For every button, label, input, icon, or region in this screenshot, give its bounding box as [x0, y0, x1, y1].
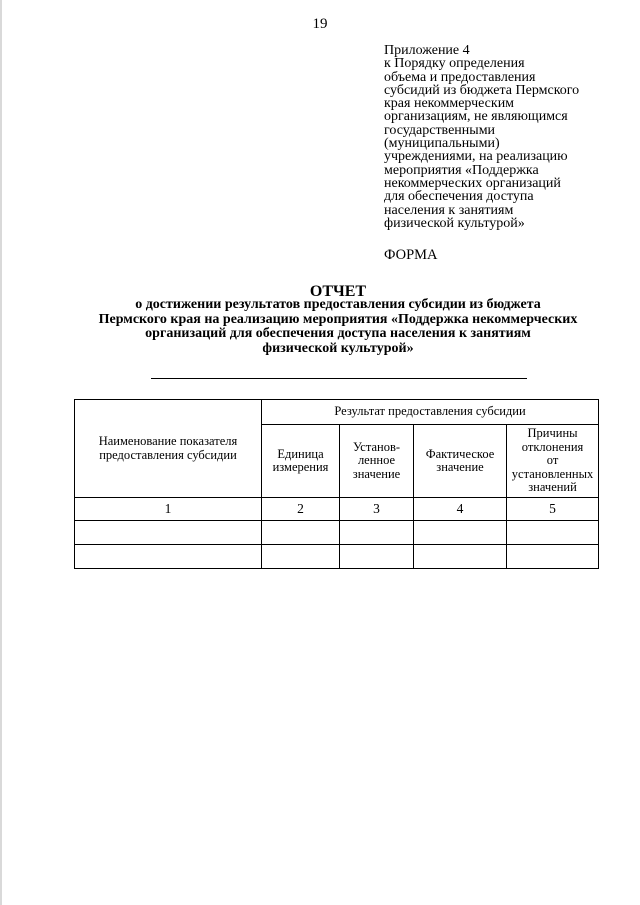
header-line: предоставления субсидии	[99, 447, 237, 462]
header-line: Единица	[277, 446, 324, 461]
appendix-line: (муниципальными)	[384, 136, 500, 152]
header-line: значений	[528, 480, 577, 495]
appendix-line: государственными	[384, 122, 496, 138]
appendix-line: мероприятия «Поддержка	[384, 162, 539, 178]
unit-header	[262, 425, 340, 498]
header-line: Фактическое	[425, 446, 495, 461]
appendix-line: края некоммерческим	[384, 96, 515, 112]
report-subtitle-line: о достижении результатов предоставления субсидии из бюджета	[135, 297, 541, 312]
deviation-reasons-header	[507, 425, 599, 498]
actual-value-header	[414, 425, 507, 498]
header-line: Наименование показателя	[98, 434, 238, 448]
table-cell	[507, 521, 599, 545]
report-subtitle-line: физической культурой»	[262, 340, 414, 356]
table-cell	[414, 545, 507, 569]
appendix-line: организациям, не являющимся	[384, 109, 568, 125]
planned-value-header	[340, 425, 414, 498]
report-title: ОТЧЕТ	[309, 283, 367, 300]
page-edge	[0, 0, 2, 905]
appendix-line: для обеспечения доступа	[384, 189, 534, 205]
appendix-line: объема и предоставления	[384, 69, 536, 85]
appendix-line: учреждениями, на реализацию	[384, 149, 568, 165]
page-number: 19	[312, 16, 328, 32]
table-cell	[340, 521, 414, 545]
appendix-line: к Порядку определения	[384, 56, 525, 72]
report-subtitle-line: организаций для обеспечения доступа населения к занятиям	[145, 326, 531, 341]
column-number: 2	[262, 498, 340, 521]
column-number: 3	[340, 498, 414, 521]
header-line: отклонения	[521, 439, 584, 454]
form-label: ФОРМА	[384, 247, 438, 263]
table-row	[75, 521, 599, 545]
table-cell	[262, 521, 340, 545]
column-number: 5	[507, 498, 599, 521]
header-line: значение	[352, 466, 401, 481]
table-cell	[340, 545, 414, 569]
appendix-line: субсидий из бюджета Пермского	[384, 82, 580, 98]
table-cell	[262, 545, 340, 569]
appendix-block	[384, 44, 624, 230]
header-line: Установ-	[352, 439, 401, 454]
report-table	[74, 399, 599, 569]
header-line: от	[546, 453, 559, 468]
table-header-row	[75, 400, 599, 425]
table-row	[75, 545, 599, 569]
column-number: 1	[75, 498, 262, 521]
appendix-line: населения к занятиям	[384, 202, 514, 218]
appendix-line: Приложение 4	[384, 43, 470, 58]
table-cell	[75, 545, 262, 569]
column-number-row	[75, 498, 599, 521]
indicator-header	[75, 400, 262, 498]
table-cell	[507, 545, 599, 569]
report-subtitle-line: Пермского края на реализацию мероприятия «Поддержка некоммерческих	[98, 311, 578, 327]
column-number: 4	[414, 498, 507, 521]
header-line: значение	[436, 460, 484, 474]
appendix-line: некоммерческих организаций	[384, 175, 561, 191]
table-cell	[414, 521, 507, 545]
appendix-line: физической культурой»	[384, 215, 525, 231]
result-group-header: Результат предоставления субсидии	[262, 400, 599, 425]
report-subtitle	[0, 298, 640, 356]
header-line: Причины	[527, 426, 578, 441]
recipient-blank-line	[151, 378, 527, 379]
header-line: измерения	[272, 460, 329, 474]
header-line: установленных	[511, 466, 594, 481]
header-line: ленное	[357, 453, 396, 468]
table-cell	[75, 521, 262, 545]
